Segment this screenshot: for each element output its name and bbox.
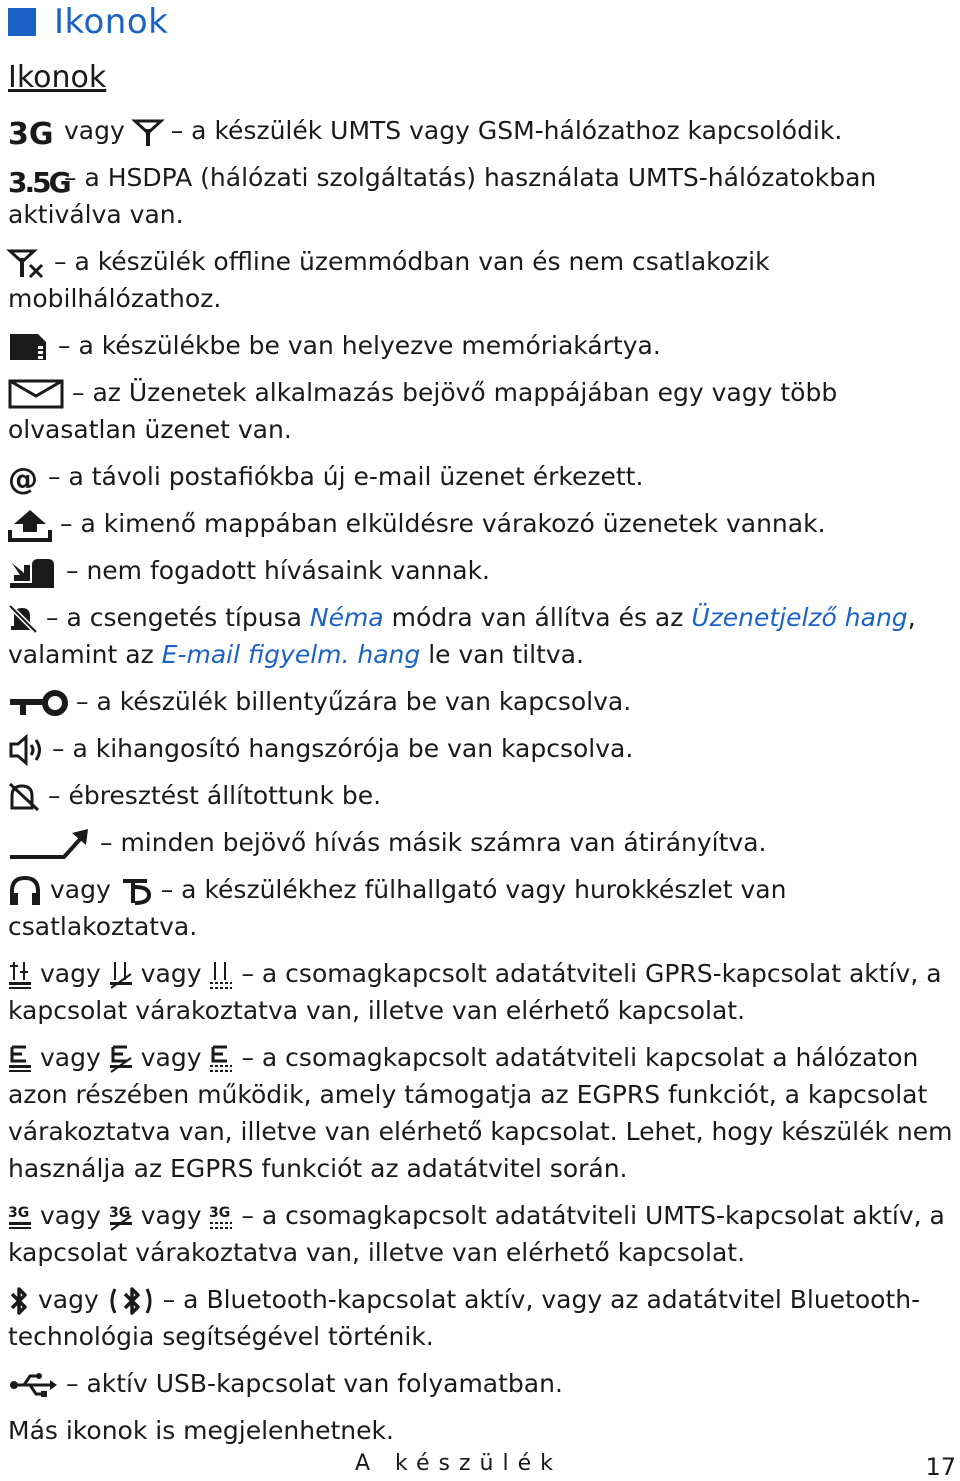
loopset-icon — [119, 875, 153, 907]
svg-text:3G: 3G — [8, 1205, 30, 1221]
offline-icon — [8, 247, 46, 279]
envelope-icon — [8, 378, 64, 410]
page-number: 17 — [925, 1453, 956, 1481]
usb-icon — [8, 1370, 58, 1400]
list-item-outbox: – a kimenő mappában elküldésre várakozó üzenetek vannak. — [8, 505, 953, 542]
list-item-hsdpa: 3.5G – a HSDPA (hálózati szolgáltatás) használata UMTS-hálózatokban aktiválva van. — [8, 163, 877, 229]
page-header — [8, 2, 168, 42]
silent-icon — [8, 604, 38, 634]
memory-card-icon — [8, 332, 50, 362]
list-item-missed-calls: – nem fogadott hívásaink vannak. — [8, 552, 953, 589]
bluetooth-active-icon — [107, 1285, 155, 1317]
header-title: Ikonok — [54, 2, 169, 42]
silent-link[interactable]: Néma — [309, 603, 384, 632]
message-tone-link[interactable]: Üzenetjelző hang — [691, 603, 908, 632]
list-item-other: Más ikonok is megjelenhetnek. — [8, 1416, 394, 1445]
egprs-held-icon — [109, 1044, 133, 1074]
list-item-divert: – minden bejövő hívás másik számra van átirányítva. — [8, 824, 953, 861]
svg-text:3G: 3G — [108, 1205, 130, 1221]
gprs-icon — [8, 960, 32, 990]
email-alert-tone-link[interactable]: E-mail figyelm. hang — [161, 640, 421, 669]
missed-call-icon — [8, 555, 58, 589]
at-icon — [8, 462, 40, 497]
list-item-usb: – aktív USB-kapcsolat van folyamatban. — [8, 1365, 953, 1402]
list-item-offline: – a készülék offline üzemmódban van és nem csatlakozik mobilhálózathoz. — [8, 247, 770, 313]
list-item-umts-packet: 3G vagy 3G vagy 3G – a csomagkapcsolt adatátviteli UMTS-kapcsolat aktív, a kapcsolat várakoztatva van, illetve van elérhető kapcsolat. — [8, 1201, 945, 1267]
bluetooth-icon — [8, 1285, 30, 1317]
list-item-alarm: – ébresztést állítottunk be. — [8, 777, 953, 814]
umts-packet-available-icon — [209, 1202, 233, 1232]
gprs-available-icon — [209, 960, 233, 990]
list-item-memory-card: – a készülékbe be van helyezve memóriakártya. — [8, 327, 953, 364]
header-marker — [8, 8, 36, 36]
section-heading: Ikonok — [8, 60, 107, 95]
egprs-icon — [8, 1044, 32, 1074]
umts-packet-icon — [8, 1202, 32, 1232]
list-item-email: @ – a távoli postafiókba új e-mail üzenet érkezett. — [8, 462, 644, 497]
divert-icon — [8, 827, 92, 861]
outbox-icon — [8, 508, 52, 542]
svg-text:@: @ — [8, 462, 38, 497]
alarm-icon — [8, 782, 40, 812]
footer-section-title: A készülék — [355, 1451, 562, 1476]
speaker-icon — [8, 734, 44, 766]
list-item-gprs: vagy vagy – a csomagkapcsolt adatátviteli GPRS-kapcsolat aktív, a kapcsolat várakoztatva van, illetve van elérhető kapcsolat. — [8, 959, 942, 1025]
3g-icon — [8, 117, 56, 152]
list-item-egprs: vagy vagy – a csomagkapcsolt adatátviteli kapcsolat a hálózaton azon részében működik, amely támogatja az EGPRS funkciót, a kapcsolat várakoztatva van, illetve van elérhető kapcsolat. Lehet, hogy készülék nem használja az EGPRS funkciót az adatátvitel során. — [8, 1043, 953, 1183]
3-5g-icon — [8, 163, 69, 199]
icon-list — [8, 112, 953, 1459]
svg-text:3.5G: 3.5G — [8, 166, 69, 199]
key-icon — [8, 688, 68, 718]
svg-text:3G: 3G — [209, 1205, 231, 1221]
list-item-headset: vagy – a készülékhez fülhallgató vagy hurokkészlet van csatlakoztatva. — [8, 875, 787, 941]
list-item-silent: – a csengetés típusa Néma módra van állítva és az Üzenetjelző hang, valamint az E-mail figyelm. hang le van tiltva. — [8, 603, 916, 669]
gprs-held-icon — [109, 960, 133, 990]
list-item-speaker: – a kihangosító hangszórója be van kapcsolva. — [8, 730, 953, 767]
list-item-bluetooth: vagy – a Bluetooth-kapcsolat aktív, vagy az adatátvitel Bluetooth-technológia segítségével történik. — [8, 1285, 921, 1351]
list-item-umts: 3G vagy – a készülék UMTS vagy GSM-hálózathoz kapcsolódik. — [8, 116, 843, 152]
list-item-inbox: – az Üzenetek alkalmazás bejövő mappájában egy vagy több olvasatlan üzenet van. — [8, 378, 838, 444]
list-item-keylock: – a készülék billentyűzára be van kapcsolva. — [8, 683, 953, 720]
umts-packet-held-icon — [109, 1202, 133, 1232]
antenna-icon — [133, 117, 163, 147]
egprs-available-icon — [209, 1044, 233, 1074]
headset-icon — [8, 875, 42, 907]
svg-text:3G: 3G — [8, 117, 54, 152]
